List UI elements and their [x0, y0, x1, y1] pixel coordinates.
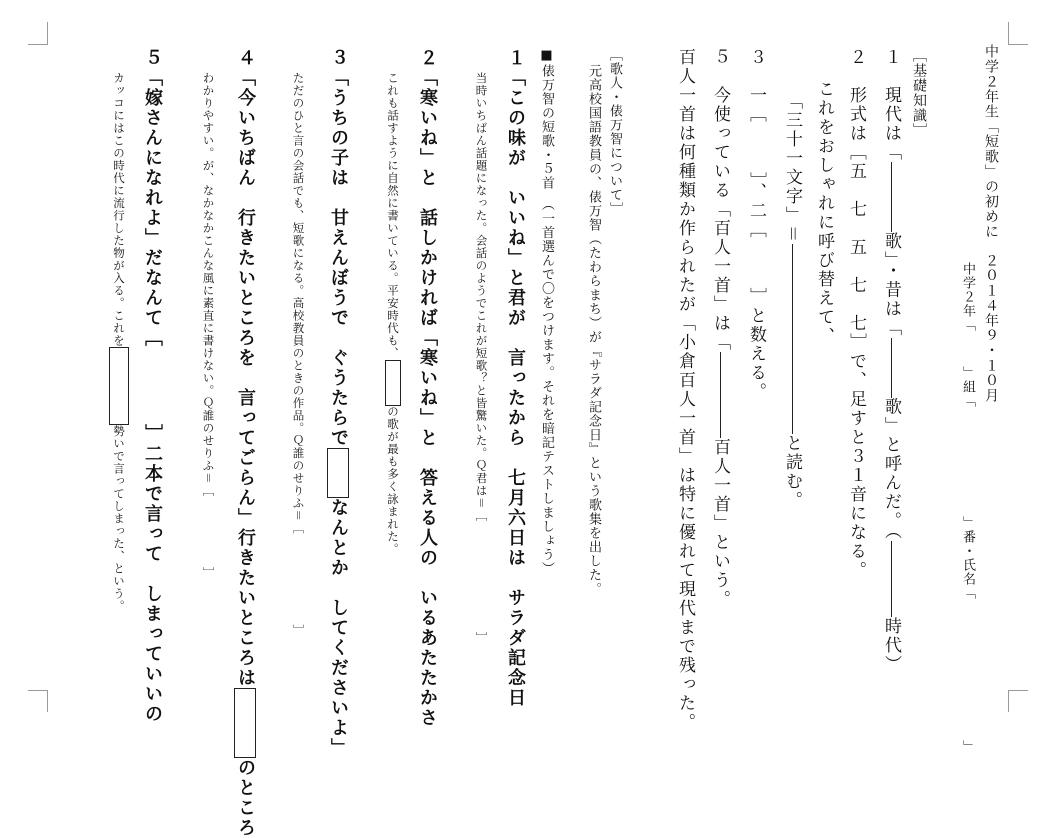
class-label: 中学２年「 — [960, 262, 975, 332]
poem-1-verse: １「この味が いいね」と君が 言ったから 七月六日は サラダ記念日 — [505, 48, 526, 708]
answer-box-poem-3[interactable] — [327, 448, 349, 498]
poem-5-note: カッコにはこの時代に流行した物が入る。これを勢いで言ってしまった、という。 — [109, 72, 129, 613]
basics-q3: ３ 一［］、二［］と数える。 — [746, 48, 766, 402]
basics-q1: １ 現代は「歌」・昔は「歌」と呼んだ。（時代） — [881, 48, 901, 674]
student-info-line — [961, 262, 974, 754]
basics-q2-rename: これをおしゃれに呼び替えて、 — [814, 80, 834, 346]
tanka-heading: ■俵万智の短歌・５首 （一首選んで〇をつけます。それを暗記テストしましょう） — [539, 48, 554, 576]
poem-2-verse: ２「寒いね」と 話しかければ「寒いね」と 答える人の いるあたたかさ — [417, 48, 438, 728]
answer-blank-q1-modern[interactable] — [891, 162, 892, 232]
number-label: 」組「 — [960, 366, 975, 408]
poem-3-note: ただのひと言の会話でも、短歌になる。高校教員のときの作品。Ｑ誰のせりふ＝［］ — [291, 72, 306, 637]
worksheet-date: ２０１４年９・１０月 — [983, 253, 999, 403]
answer-box-poem-2[interactable] — [385, 360, 401, 406]
poem-4-note: わかりやすい。が、なかなかこんな風に素直に書けない。Ｑ誰のせりふ＝［］ — [201, 72, 216, 580]
name-label: 」番・氏名「 — [960, 516, 975, 600]
crop-mark-top-right-v — [1008, 22, 1009, 44]
answer-box-poem-4[interactable] — [234, 688, 256, 758]
poem-3-verse: ３「うちの子は 甘えんぼうで ぐうたらでなんとか してくださいよ」 — [328, 48, 349, 758]
basics-q5: ５ 今使っている「百人一首」は「百人一首」という。 — [710, 48, 730, 609]
crop-mark-top-right — [1008, 44, 1028, 45]
crop-mark-bottom-left-v — [47, 690, 48, 712]
basics-heading: ［基礎知識］ — [911, 48, 927, 138]
poem-2-note: これも話すように自然に書いている。平安時代も、の歌が最も多く詠まれた。 — [386, 72, 400, 556]
author-intro: 元高校国語教員の、俵万智（たわらまち）が『サラダ記念日』という歌集を出した。 — [586, 64, 601, 596]
worksheet-title-line — [984, 44, 998, 403]
poem-5-verse: ５「嫁さんになれよ」だなんて［］二本で言って しまっていいの — [142, 48, 163, 724]
crop-mark-bottom-right — [1008, 690, 1028, 691]
crop-mark-bottom-left — [28, 690, 48, 691]
basics-q2: ２ 形式は［五 七 五 七 七］で、足すと３１音になる。 — [846, 48, 866, 580]
answer-box-poem-5[interactable] — [109, 347, 129, 425]
crop-mark-top-left-v — [47, 22, 48, 44]
worksheet-title: 中学２年生「短歌」の初めに — [983, 44, 999, 239]
basics-q2-misohitomoji: 「三十一文字」＝と読む。 — [782, 92, 802, 510]
name-close: 」 — [960, 740, 975, 754]
basics-q5-note: 百人一首は何種類か作られたが「小倉百人一首」は特に優れて現代まで残った。 — [675, 48, 695, 732]
answer-blank-q1-old[interactable] — [891, 338, 892, 398]
answer-blank-q5[interactable] — [720, 352, 721, 438]
crop-mark-top-left — [28, 44, 48, 45]
author-heading: ［歌人・俵万智について］ — [607, 48, 622, 216]
poem-4-verse: ４「今いちばん 行きたいところを 言ってごらん」行きたいところはのところ — [235, 48, 256, 838]
answer-blank-q1-era[interactable] — [891, 541, 892, 617]
crop-mark-bottom-right-v — [1008, 690, 1009, 712]
poem-1-note: 当時いちばん話題になった。会話のようでこれが短歌？と皆驚いた。Ｑ君は＝［］ — [474, 72, 489, 645]
answer-blank-reading[interactable] — [792, 244, 793, 434]
